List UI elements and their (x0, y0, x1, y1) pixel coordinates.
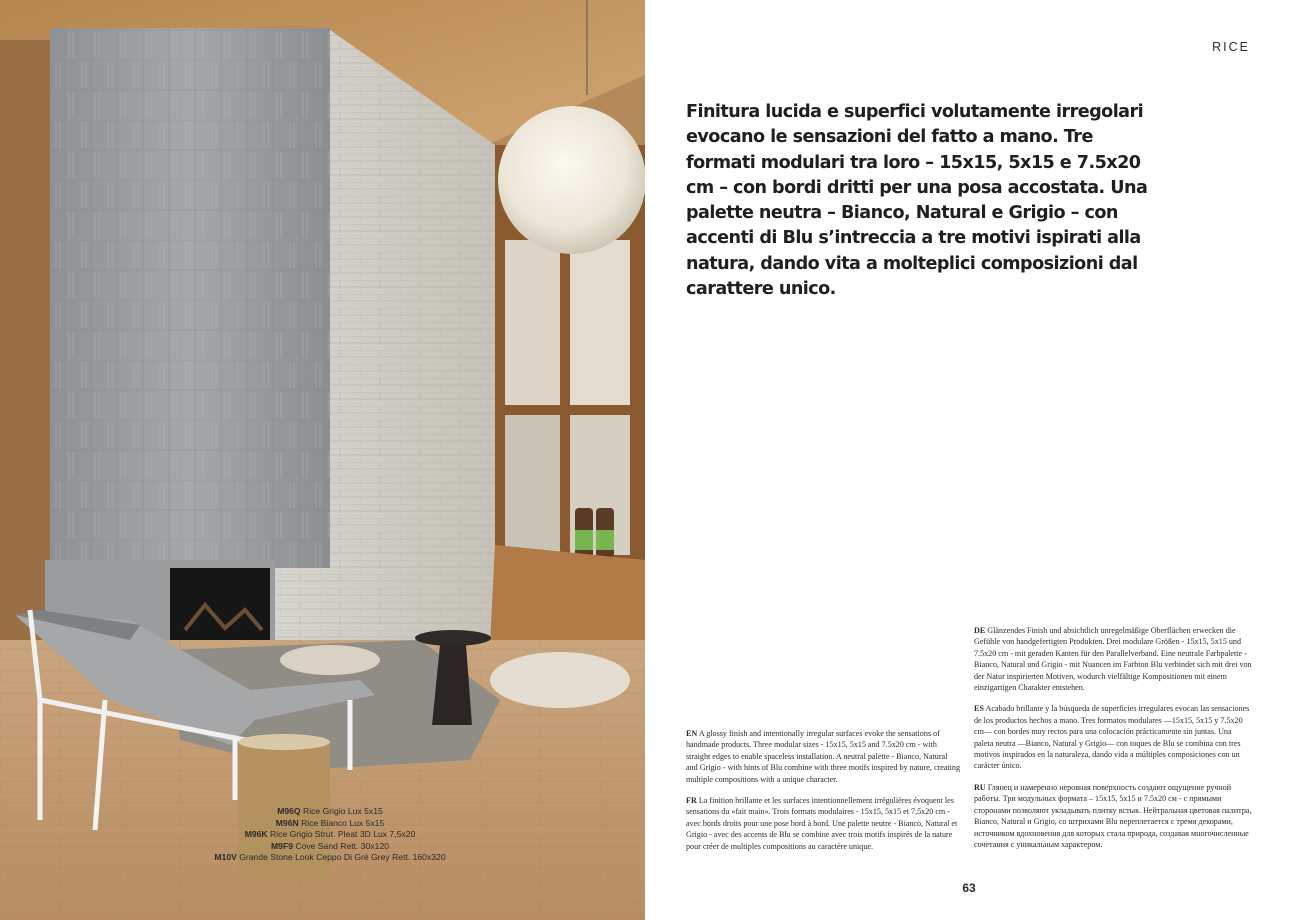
translation-fr: FR La finition brillante et les surfaces intentionnellement irrégulières évoquent les sensations du «fait main». Trois formats modulaires - 15x15, 5x15 et 7,5x20 cm - avec bords droits pour une pose bord à bord. Une palette neutre - Bianco, Natural et Grigio - avec des accents de Blu se combine avec trois motifs inspirés de la nature pour créer de multiples compositions au caractère unique. (686, 796, 958, 851)
collection-name: RICE (1212, 40, 1250, 54)
lang-code: EN (686, 729, 698, 738)
translations-left-column (686, 728, 961, 862)
text-page (645, 0, 1291, 920)
caption-line: M96K Rice Grigio Strut. Pleat 3D Lux 7,5x20 (244, 829, 416, 840)
caption-line: M10V Grande Stone Look Ceppo Di Gré Grey Rett. 160x320 (214, 852, 446, 863)
product-captions (180, 806, 480, 864)
page-number: 63 (962, 881, 976, 895)
translation-de: DE Glänzendes Finish und absichtlich unregelmäßige Oberflächen erwecken die Gefühle von handgefertigten Produkten. Drei modulare Größen - 15x15, 5x15 und 7.5x20 cm - mit geraden Kanten für den Parallelverband. Eine neutrale Farbpalette - Bianco, Natural und Grigio - mit Nuancen im Farbton Blu verbindet sich mit drei von der Natur inspirierten Motiven, wodurch vielfältige Kompositionen mit einem einzigartigen Charakter entstehen. (974, 626, 1252, 693)
translations-right-column (974, 625, 1252, 860)
lang-code: DE (974, 626, 986, 635)
translation-en: EN A glossy finish and intentionally irregular surfaces evoke the sensations of handmade products. Three modular sizes - 15x15, 5x15 and 7.5x20 cm - with straight edges to enable spaceless installation. A neutral palette - Bianco, Natural and Grigio - with hints of Blu combine with three motifs inspired by nature, creating multiple compositions with a unique character. (686, 729, 961, 784)
lead-paragraph: Finitura lucida e superfici volutamente irregolari evocano le sensazioni del fatto a mano. Tre formati modulari tra loro – 15x15, 5x15 e 7.5x20 cm – con bordi dritti per una posa accostata. Una palette neutra – Bianco, Natural e Grigio – con accenti di Blu s’intreccia a tre motivi ispirati alla natura, dando vita a molteplici composizioni dal carattere unico. (686, 102, 1148, 300)
caption-line: M96N Rice Bianco Lux 5x15 (275, 817, 385, 828)
lang-code: RU (974, 782, 986, 792)
lang-code: ES (974, 704, 984, 714)
interior-photo (0, 0, 645, 920)
lang-code: FR (686, 796, 697, 806)
translation-es: ES Acabado brillante y la búsqueda de superficies irregulares evocan las sensaciones de los productos hechos a mano. Tres formatos modulares —15x15, 5x15 y 7.5x20 cm— con bordes muy rectos para una colocación prácticamente sin juntas. Una paleta neutra —Bianco, Natural y Grigio— con toques de Blu se combina con tres motivos inspirados en la naturaleza, dando vida a múltiples composiciones con un carácter único. (974, 704, 1250, 771)
translation-ru: RU Глянец и намеренно неровная поверхность создают ощущение ручной работы. Три модульных формата – 15x15, 5x15 и 7.5x20 см - с прямыми сторонами позволяют укладывать плитку встык. Нейтральная цветовая палитра, Bianco, Natural и Grigio, со штрихами Blu переплетается с тремя декорами, источником вдохновения для которых стала природа, создавая многочисленные сочетания с уникальным характером. (974, 782, 1252, 849)
caption-line: M9F9 Cove Sand Rett. 30x120 (271, 840, 389, 851)
caption-line: M96Q Rice Grigio Lux 5x15 (277, 806, 383, 816)
